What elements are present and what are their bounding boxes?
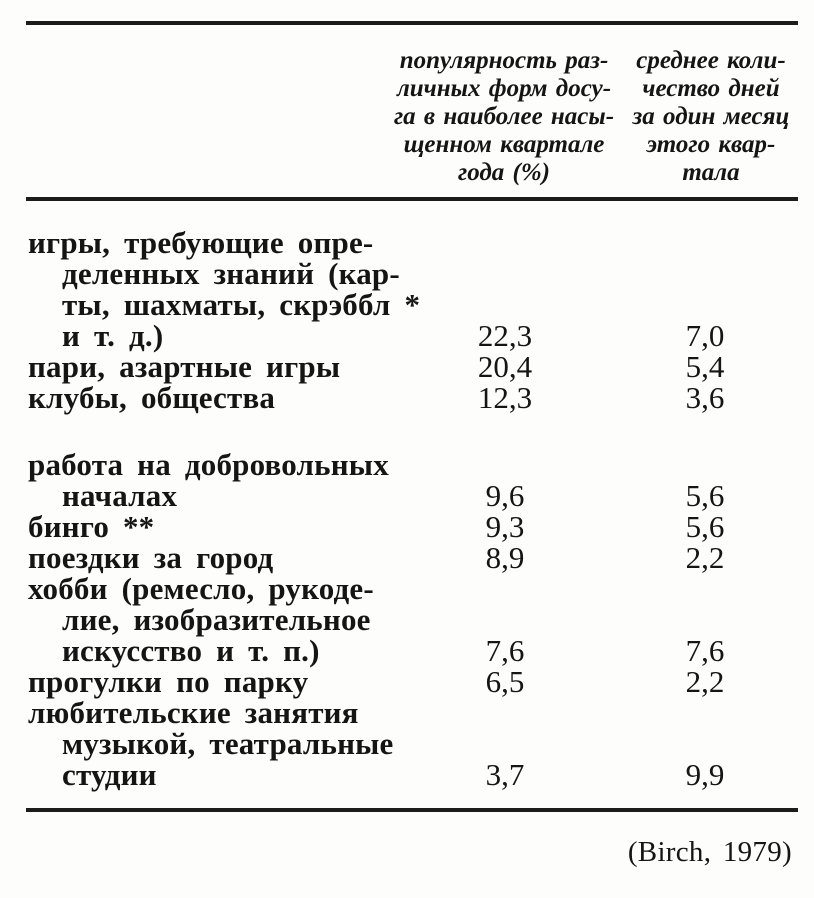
value-average-days: 2,2 — [685, 540, 725, 575]
value-popularity: 9,6 — [485, 478, 525, 513]
row-label-line: студии — [62, 757, 157, 792]
row-label — [0, 511, 440, 542]
column-header-popularity — [388, 47, 620, 187]
table-header-rule — [26, 197, 798, 201]
header-line: этого квар- — [646, 131, 776, 158]
table-row-betting — [0, 351, 814, 382]
row-label — [0, 227, 440, 351]
value-popularity: 8,9 — [485, 540, 525, 575]
value-average-days: 5,4 — [685, 349, 725, 384]
header-line: тала — [682, 159, 740, 186]
row-label-line: поездки за город — [28, 540, 274, 575]
row-label-line: хобби (ремесло, рукоде- — [28, 571, 374, 606]
value-popularity: 9,3 — [485, 509, 525, 544]
row-label-line: работа на добровольных — [28, 447, 389, 482]
value-average-days: 5,6 — [685, 478, 725, 513]
table-top-rule — [26, 21, 798, 25]
value-popularity: 6,5 — [485, 664, 525, 699]
column-header-average-days — [620, 47, 802, 187]
row-label-line: прогулки по парку — [28, 664, 309, 699]
table-bottom-rule — [26, 808, 798, 812]
value-popularity: 20,4 — [477, 349, 533, 384]
value-average-days: 5,6 — [685, 509, 725, 544]
table-row-amateur-music-theatre — [0, 697, 814, 790]
row-label-line: любительские занятия — [28, 695, 359, 730]
value-average-days: 3,6 — [685, 380, 725, 415]
value-popularity: 3,7 — [485, 757, 525, 792]
header-line: среднее коли- — [636, 47, 786, 74]
value-popularity: 7,6 — [485, 633, 525, 668]
row-label-line: деленных знаний (кар- — [62, 256, 400, 291]
header-line: популярность раз- — [399, 47, 609, 74]
row-label — [0, 449, 440, 511]
header-line: га в наиболее насы- — [393, 103, 615, 130]
row-label — [0, 382, 440, 413]
table-header-row — [0, 47, 814, 187]
row-label-line: ты, шахматы, скрэббл * — [62, 287, 421, 322]
value-average-days: 2,2 — [685, 664, 725, 699]
row-label-line: пари, азартные игры — [28, 349, 341, 384]
table-body — [0, 227, 814, 790]
table-row-volunteer-work — [0, 449, 814, 511]
header-line: щенном квартале — [403, 131, 605, 158]
table-row-countryside-trips — [0, 542, 814, 573]
row-label-line: искусство и т. п.) — [62, 633, 320, 668]
table-row-clubs — [0, 382, 814, 413]
table-row-bingo — [0, 511, 814, 542]
row-label-line: игры, требующие опре- — [28, 225, 374, 260]
row-label-line: бинго ** — [28, 509, 155, 544]
citation: (Birch, 1979) — [627, 836, 792, 868]
value-average-days: 9,9 — [685, 757, 725, 792]
row-label — [0, 351, 440, 382]
header-line: за один месяц — [632, 103, 790, 130]
row-label — [0, 573, 440, 666]
value-popularity: 22,3 — [477, 318, 533, 353]
row-label-line: и т. д.) — [62, 318, 164, 353]
row-label — [0, 697, 440, 790]
value-average-days: 7,6 — [685, 633, 725, 668]
row-label-line: началах — [62, 478, 178, 513]
header-line: чество дней — [642, 75, 780, 102]
table-row-games-knowledge — [0, 227, 814, 351]
table-row-hobbies — [0, 573, 814, 666]
row-label-line: лие, изобразительное — [62, 602, 371, 637]
row-label-line: клубы, общества — [28, 380, 276, 415]
row-label-line: музыкой, театральные — [62, 726, 394, 761]
table-row-park-walks — [0, 666, 814, 697]
value-popularity: 12,3 — [477, 380, 533, 415]
row-label — [0, 666, 440, 697]
row-label — [0, 542, 440, 573]
header-line: личных форм досу- — [396, 75, 612, 102]
header-line: года (%) — [457, 159, 551, 186]
header-spacer — [0, 47, 388, 187]
value-average-days: 7,0 — [685, 318, 725, 353]
